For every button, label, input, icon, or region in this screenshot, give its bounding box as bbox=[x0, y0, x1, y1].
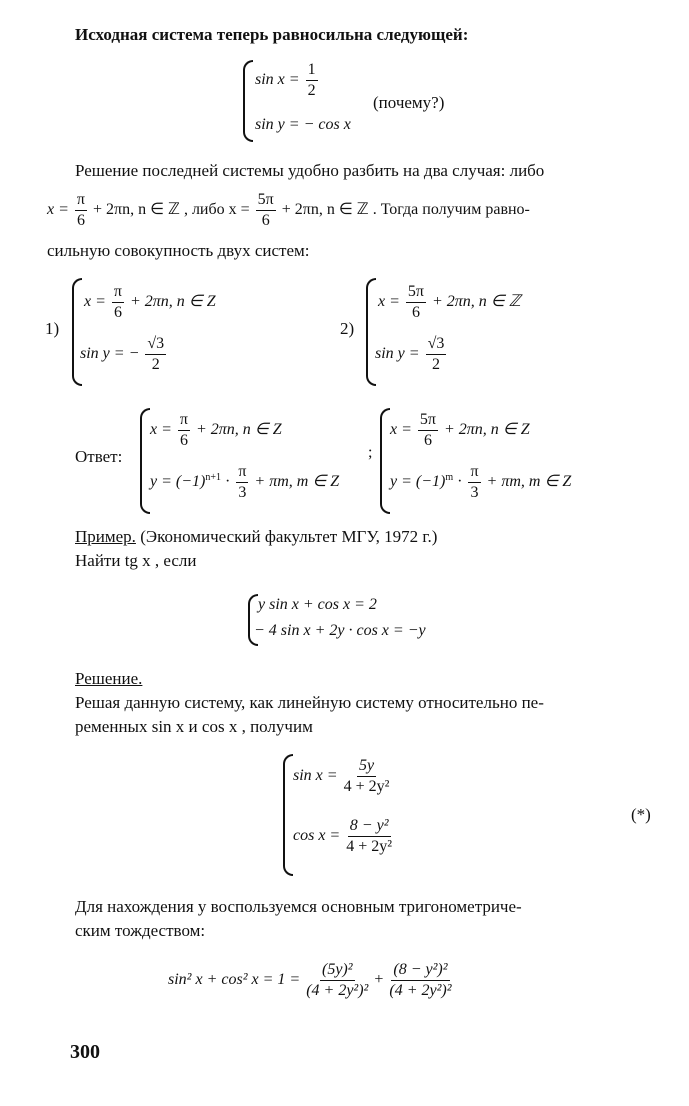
answer2-line1: x = $\frac{5\pi}{6}$ + 2πn, n ∈ Z bbox=[390, 411, 530, 449]
para2-line2: ским тождеством: bbox=[75, 921, 206, 940]
page-number: 300 bbox=[70, 1041, 100, 1063]
identity-equation: sin² x + cos² x = 1 = $\frac{\text{(5y)²}}{\text{(4 + 2y²)²}}$ + $\frac{\text{(8 − y²)²}}{\text{(4 + 2y²)²}}$ bbox=[168, 961, 452, 999]
system1-brace bbox=[243, 60, 253, 142]
solution-line1: Решая данную систему, как линейную систему относительно пе- bbox=[75, 693, 544, 712]
example-task: Найти tg x , если bbox=[75, 551, 197, 570]
para1-frac2: $\frac{5\pi}{6}$ bbox=[257, 191, 274, 229]
example-source: (Экономический факультет МГУ, 1972 г.) bbox=[140, 527, 438, 546]
answer2-brace bbox=[380, 408, 390, 514]
intro-line: Исходная система теперь равносильна следующей: bbox=[75, 25, 469, 44]
answer1-line2: $y = (-1)^{n+1}$ · $\frac{\pi}{3}$ + πm, m ∈ Z bbox=[150, 463, 340, 501]
answer-label: Ответ: bbox=[75, 447, 123, 466]
case2-label: 2) bbox=[340, 319, 355, 338]
para1-line1: Решение последней системы удобно разбить на два случая: либо bbox=[75, 161, 545, 180]
system1-fraction: $\frac{1}{2}$ bbox=[307, 61, 316, 99]
case2-line1: x = $\frac{5\pi}{6}$ + 2πn, n ∈ ℤ bbox=[378, 283, 521, 321]
equation-mark: (*) bbox=[631, 805, 651, 824]
solution-line2: ременных sin x и cos x , получим bbox=[75, 717, 313, 736]
para2-line1: Для нахождения y воспользуемся основным тригонометриче- bbox=[75, 897, 522, 916]
example-eq1: y sin x + cos x = 2 bbox=[258, 596, 377, 613]
para1-frac1: $\frac{\pi}{6}$ bbox=[76, 191, 85, 229]
solution-brace bbox=[283, 754, 293, 876]
answer-separator: ; bbox=[368, 444, 373, 461]
case1-label: 1) bbox=[45, 319, 60, 338]
system1-line1 bbox=[255, 62, 320, 99]
example-label: Пример. bbox=[75, 527, 136, 546]
case1-line1: x = $\frac{\pi}{6}$ + 2πn, n ∈ Z bbox=[84, 283, 216, 321]
solution-sinx: sin x = $\frac{5y}{\text{4 + 2y²}}$ bbox=[293, 757, 390, 795]
example-eq2: − 4 sin x + 2y · cos x = −y bbox=[254, 622, 426, 639]
answer1-brace bbox=[140, 408, 150, 514]
case2-line2: sin y = $\frac{√3}{2}$ bbox=[375, 335, 445, 373]
solution-cosx: cos x = $\frac{\text{8 − y²}}{\text{4 + 2y²}}$ bbox=[293, 817, 393, 855]
answer1-line1: x = $\frac{\pi}{6}$ + 2πn, n ∈ Z bbox=[150, 411, 282, 449]
system1-line2: sin y = − cos x bbox=[255, 116, 351, 133]
solution-label: Решение. bbox=[75, 669, 143, 688]
why-note: (почему?) bbox=[373, 93, 445, 112]
para1-line3: сильную совокупность двух систем: bbox=[47, 241, 310, 260]
answer2-line2: $y = (-1)^m$ · $\frac{\pi}{3}$ + πm, m ∈ Z bbox=[390, 463, 572, 501]
system1-line1-left: sin x = bbox=[255, 71, 300, 89]
case1-line2: sin y = − $\frac{√3}{2}$ bbox=[80, 335, 165, 373]
para1-line2: x = $\frac{\pi}{6}$ + 2πn, n ∈ ℤ , либо x = $\frac{5\pi}{6}$ + 2πn, n ∈ ℤ . Тогда получим равно- bbox=[47, 191, 530, 229]
example-header bbox=[75, 526, 437, 547]
